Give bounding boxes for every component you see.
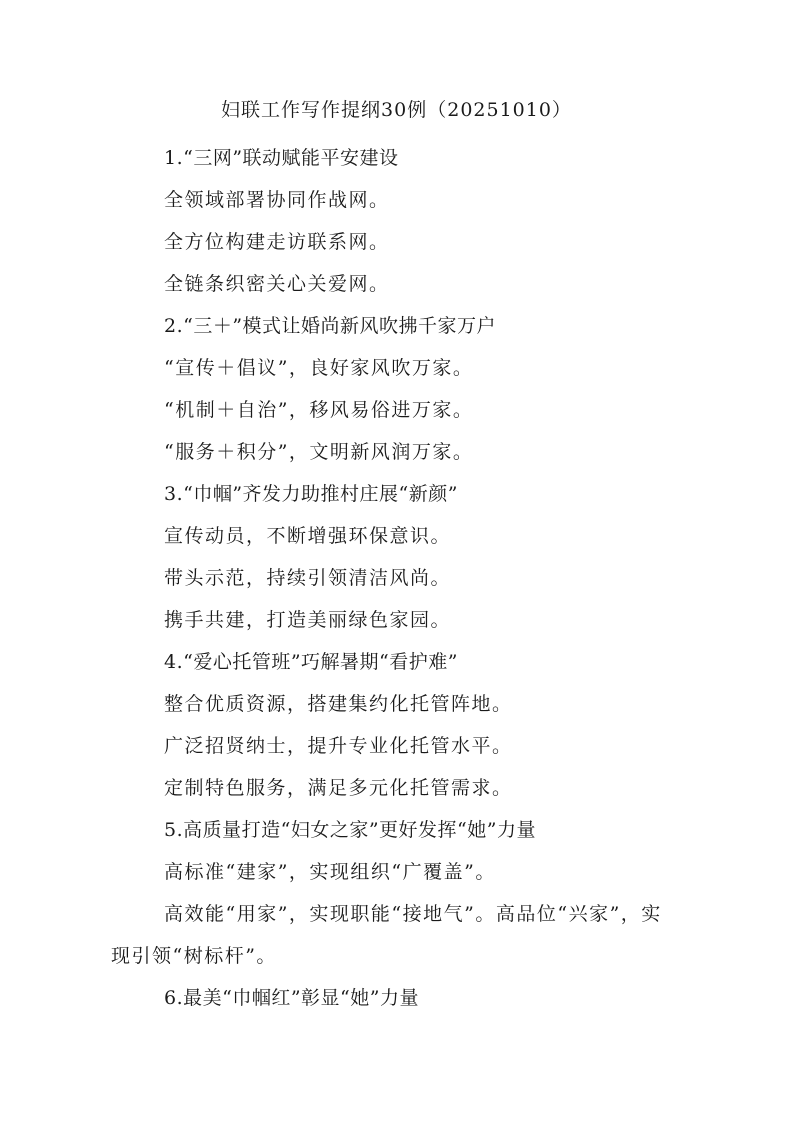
paragraph: 广泛招贤纳士，提升专业化托管水平。	[164, 735, 513, 757]
section-heading-3: 3.“巾帼”齐发力助推村庄展“新颜”	[164, 483, 458, 505]
paragraph: “机制＋自治”，移风易俗进万家。	[164, 399, 474, 421]
paragraph: 定制特色服务，满足多元化托管需求。	[164, 777, 513, 799]
section-heading-5: 5.高质量打造“妇女之家”更好发挥“她”力量	[164, 819, 536, 841]
section-heading-4: 4.“爱心托管班”巧解暑期“看护难”	[164, 651, 458, 673]
paragraph: 整合优质资源，搭建集约化托管阵地。	[164, 693, 513, 715]
paragraph: 带头示范，持续引领清洁风尚。	[164, 567, 452, 589]
section-heading-1: 1.“三网”联动赋能平安建设	[164, 147, 399, 169]
document-body	[111, 137, 681, 1019]
document-title: 妇联工作写作提纲30例（20251010）	[221, 99, 572, 121]
paragraph: “宣传＋倡议”，良好家风吹万家。	[164, 357, 474, 379]
paragraph: 宣传动员，不断增强环保意识。	[164, 525, 452, 547]
paragraph: 全方位构建走访联系网。	[164, 231, 390, 253]
paragraph: 全链条织密关心关爱网。	[164, 273, 390, 295]
paragraph: 携手共建，打造美丽绿色家园。	[164, 609, 452, 631]
paragraph: “服务＋积分”，文明新风润万家。	[164, 441, 474, 463]
section-heading-6: 6.最美“巾帼红”彰显“她”力量	[164, 987, 419, 1009]
section-heading-2: 2.“三＋”模式让婚尚新风吹拂千家万户	[164, 315, 497, 337]
paragraph: 高效能“用家”，实现职能“接地气”。高品位“兴家”，实现引领“树标杆”。	[111, 903, 662, 967]
paragraph: 高标准“建家”，实现组织“广覆盖”。	[164, 861, 496, 883]
paragraph: 全领域部署协同作战网。	[164, 189, 390, 211]
